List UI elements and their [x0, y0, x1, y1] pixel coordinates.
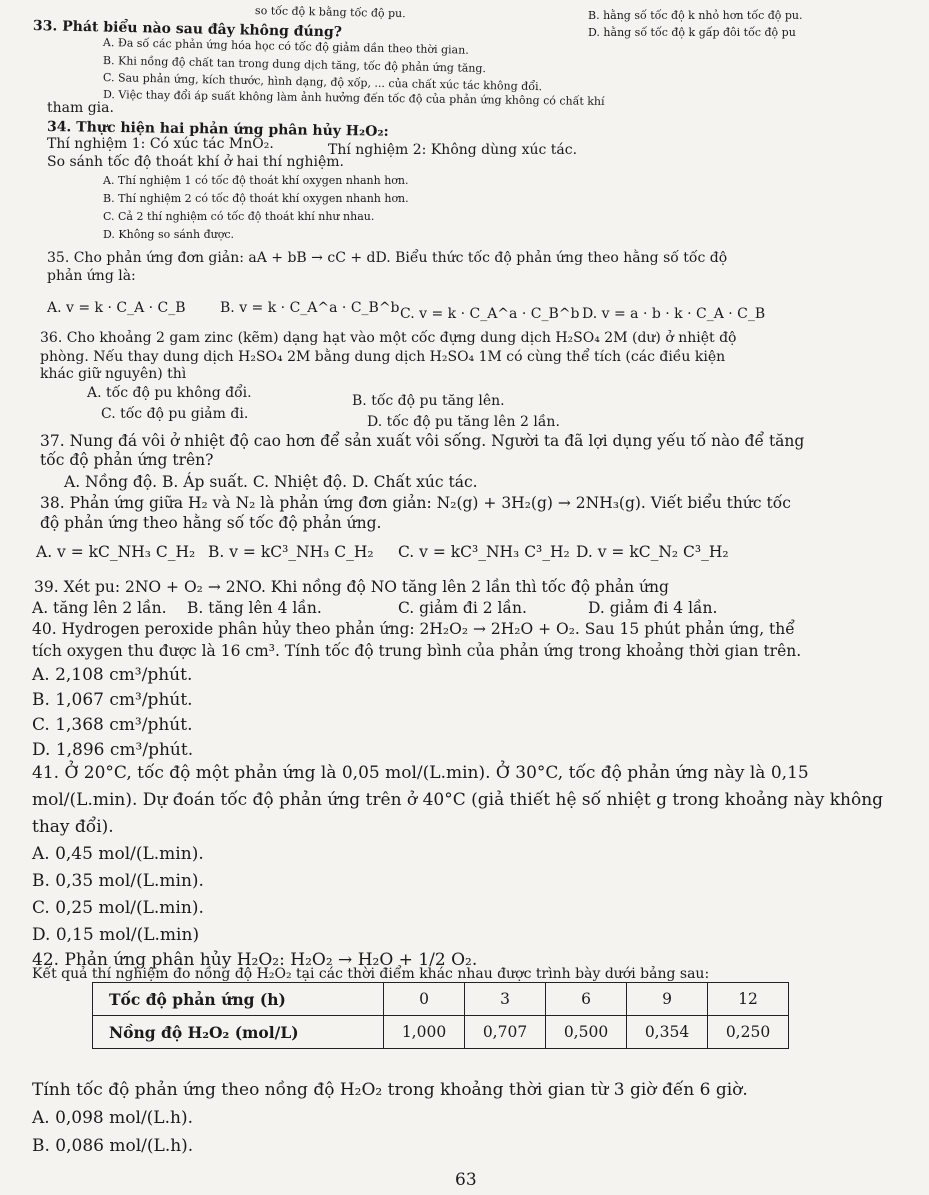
question-34: 34. Thực hiện hai phản ứng phân hủy H₂O₂:	[46, 119, 389, 140]
table-cell: 0,500	[546, 1016, 627, 1049]
text-line: phản ứng là:	[47, 268, 136, 284]
option-33a: A. Đa số các phản ứng hóa học có tốc độ giảm dần theo thời gian.	[102, 36, 469, 57]
table-cell: 6	[546, 983, 627, 1016]
text-line: so tốc độ k bằng tốc độ pu.	[254, 4, 406, 21]
concentration-table	[92, 982, 789, 1049]
table-cell: 3	[465, 983, 546, 1016]
text-line: tích oxygen thu được là 16 cm³. Tính tốc độ trung bình của phản ứng trong khoảng thời gian trên.	[32, 642, 802, 660]
question-37: 37. Nung đá vôi ở nhiệt độ cao hơn để sản xuất vôi sống. Người ta đã lợi dụng yếu tố nào để tăng	[40, 432, 805, 450]
option-33d: D. Việc thay đổi áp suất không làm ảnh hưởng đến tốc độ của phản ứng không có chất khí	[102, 88, 605, 109]
question-42: 42. Phản ứng phân hủy H₂O₂: H₂O₂ → H₂O + 1/2 O₂.	[32, 950, 478, 970]
option-40d: D. 1,896 cm³/phút.	[32, 740, 194, 760]
option-38b: B. v = kC³_NH₃ C_H₂	[208, 543, 374, 561]
option-33c: C. Sau phản ứng, kích thước, hình dạng, độ xốp, ... của chất xúc tác không đổi.	[102, 71, 543, 94]
option-41a: A. 0,45 mol/(L.min).	[32, 844, 204, 864]
text-line: tốc độ phản ứng trên?	[40, 451, 214, 469]
option-40c: C. 1,368 cm³/phút.	[32, 715, 193, 735]
text-line: Thí nghiệm 1: Có xúc tác MnO₂.	[47, 136, 274, 152]
option-35b: B. v = k · C_A^a · C_B^b	[220, 300, 400, 316]
option-40b: B. 1,067 cm³/phút.	[32, 690, 193, 710]
option-38d: D. v = kC_N₂ C³_H₂	[576, 543, 729, 561]
question-36: 36. Cho khoảng 2 gam zinc (kẽm) dạng hạt vào một cốc đựng dung dịch H₂SO₄ 2M (dư) ở nhiệt độ	[40, 330, 737, 346]
table-cell: 0,354	[627, 1016, 708, 1049]
option-41c: C. 0,25 mol/(L.min).	[32, 898, 204, 918]
option-34c: C. Cả 2 thí nghiệm có tốc độ thoát khí như nhau.	[103, 210, 375, 223]
table-row	[93, 983, 789, 1016]
table-cell: 0,250	[708, 1016, 789, 1049]
option-33b: B. Khi nồng độ chất tan trong dung dịch tăng, tốc độ phản ứng tăng.	[102, 54, 487, 76]
table-cell: 12	[708, 983, 789, 1016]
table-row-label: Nồng độ H₂O₂ (mol/L)	[93, 1016, 384, 1049]
text-line: So sánh tốc độ thoát khí ở hai thí nghiệm.	[47, 154, 344, 170]
option-38c: C. v = kC³_NH₃ C³_H₂	[398, 543, 570, 561]
option-35a: A. v = k · C_A · C_B	[47, 300, 186, 316]
table-row	[93, 1016, 789, 1049]
option-39a: A. tăng lên 2 lần.	[32, 599, 167, 617]
text-line: phòng. Nếu thay dung dịch H₂SO₄ 2M bằng dung dịch H₂SO₄ 1M có cùng thể tích (các điều kiện	[40, 349, 726, 365]
option-42a: A. 0,098 mol/(L.h).	[32, 1108, 193, 1128]
text-line: D. hằng số tốc độ k gấp đôi tốc độ pu	[588, 26, 796, 39]
option-34b: B. Thí nghiệm 2 có tốc độ thoát khí oxygen nhanh hơn.	[103, 192, 409, 205]
option-42b: B. 0,086 mol/(L.h).	[32, 1136, 194, 1156]
question-35: 35. Cho phản ứng đơn giản: aA + bB → cC + dD. Biểu thức tốc độ phản ứng theo hằng số tốc độ	[47, 250, 728, 266]
text-line: B. hằng số tốc độ k nhỏ hơn tốc độ pu.	[588, 9, 803, 22]
text-line: thay đổi).	[32, 817, 114, 837]
table-row-label: Tốc độ phản ứng (h)	[93, 983, 384, 1016]
text-line: Kết quả thí nghiệm đo nồng độ H₂O₂ tại các thời điểm khác nhau được trình bày dưới bảng sau:	[32, 966, 710, 982]
option-41b: B. 0,35 mol/(L.min).	[32, 871, 204, 891]
option-34a: A. Thí nghiệm 1 có tốc độ thoát khí oxygen nhanh hơn.	[103, 174, 409, 187]
table-cell: 1,000	[384, 1016, 465, 1049]
option-41d: D. 0,15 mol/(L.min)	[32, 925, 200, 945]
text-line: khác giữ nguyên) thì	[40, 366, 187, 382]
table-cell: 0	[384, 983, 465, 1016]
option-39b: B. tăng lên 4 lần.	[187, 599, 322, 617]
question-39: 39. Xét pu: 2NO + O₂ → 2NO. Khi nồng độ NO tăng lên 2 lần thì tốc độ phản ứng	[34, 578, 669, 596]
option-35c: C. v = k · C_A^a · C_B^b	[400, 306, 580, 322]
text-line: mol/(L.min). Dự đoán tốc độ phản ứng trên ở 40°C (giả thiết hệ số nhiệt g trong khoảng này không	[32, 790, 884, 810]
option-34d: D. Không so sánh được.	[103, 228, 235, 241]
option-38a: A. v = kC_NH₃ C_H₂	[36, 543, 196, 561]
text-line: Thí nghiệm 2: Không dùng xúc tác.	[328, 142, 578, 158]
question-40: 40. Hydrogen peroxide phân hủy theo phản ứng: 2H₂O₂ → 2H₂O + O₂. Sau 15 phút phản ứng, thể	[32, 620, 795, 638]
text-line: tham gia.	[47, 100, 114, 116]
question-33: 33. Phát biểu nào sau đây không đúng?	[32, 18, 343, 41]
option-40a: A. 2,108 cm³/phút.	[32, 665, 193, 685]
question-38: 38. Phản ứng giữa H₂ và N₂ là phản ứng đơn giản: N₂(g) + 3H₂(g) → 2NH₃(g). Viết biểu thức tốc	[40, 494, 791, 512]
options-37: A. Nồng độ. B. Áp suất. C. Nhiệt độ. D. Chất xúc tác.	[64, 473, 478, 491]
text-line: Tính tốc độ phản ứng theo nồng độ H₂O₂ trong khoảng thời gian từ 3 giờ đến 6 giờ.	[32, 1080, 748, 1100]
option-39d: D. giảm đi 4 lần.	[588, 599, 718, 617]
option-36b: B. tốc độ pu tăng lên.	[352, 393, 505, 409]
page-number: 63	[455, 1170, 477, 1190]
option-35d: D. v = a · b · k · C_A · C_B	[582, 306, 766, 322]
option-36d: D. tốc độ pu tăng lên 2 lần.	[367, 414, 560, 430]
question-41: 41. Ở 20°C, tốc độ một phản ứng là 0,05 mol/(L.min). Ở 30°C, tốc độ phản ứng này là 0,15	[32, 763, 809, 783]
table-cell: 0,707	[465, 1016, 546, 1049]
table-cell: 9	[627, 983, 708, 1016]
option-36c: C. tốc độ pu giảm đi.	[101, 406, 249, 422]
text-line: độ phản ứng theo hằng số tốc độ phản ứng.	[40, 514, 382, 532]
option-39c: C. giảm đi 2 lần.	[398, 599, 527, 617]
option-36a: A. tốc độ pu không đổi.	[87, 385, 252, 401]
